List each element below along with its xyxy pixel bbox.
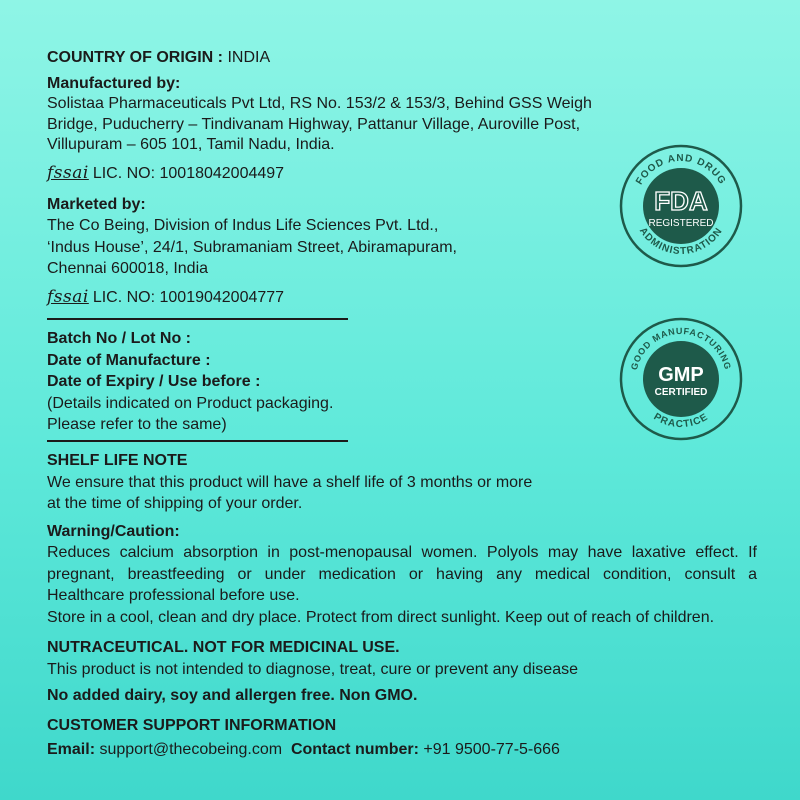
manufacturer-license-number: LIC. NO: 10018042004497 <box>92 165 285 182</box>
manufacturer-line: Bridge, Puducherry – Tindivanam Highway, Pattanur Village, Auroville Post, <box>47 116 581 133</box>
warning-line: pregnant, breastfeeding or under medication or having any medical condition, consult a <box>47 566 757 583</box>
warning-heading: Warning/Caution: <box>47 523 180 540</box>
marketer-license-number: LIC. NO: 10019042004777 <box>92 289 285 306</box>
fda-badge-sub: REGISTERED <box>648 218 714 229</box>
manufacturer-heading: Manufactured by: <box>47 75 181 92</box>
fda-badge-main: FDA <box>654 186 708 216</box>
support-contacts <box>47 739 560 761</box>
shelf-life-line: at the time of shipping of your order. <box>47 495 303 512</box>
warning-line: Reduces calcium absorption in post-menopausal women. Polyols may have laxative effect. If <box>47 544 757 561</box>
fda-badge-bottom-text: ADMINISTRATION <box>636 225 726 258</box>
marketer-line: ‘Indus House’, 24/1, Subramaniam Street, Abiramapuram, <box>47 239 457 256</box>
support-heading: CUSTOMER SUPPORT INFORMATION <box>47 717 337 734</box>
marketer-license <box>47 287 284 309</box>
divider <box>47 318 348 320</box>
batch-number-label: Batch No / Lot No : <box>47 330 191 347</box>
gmp-badge-top-text: GOOD MANUFACTURING <box>628 325 734 372</box>
fssai-logo-icon: fssai <box>47 287 89 307</box>
country-of-origin-label: COUNTRY OF ORIGIN : <box>47 49 223 66</box>
batch-note: Please refer to the same) <box>47 416 227 433</box>
gmp-badge-sub: CERTIFIED <box>654 387 708 398</box>
marketer-line: Chennai 600018, India <box>47 260 209 277</box>
gmp-badge-main: GMP <box>658 364 704 386</box>
allergen-statement: No added dairy, soy and allergen free. Non GMO. <box>47 687 418 704</box>
email-label: Email: <box>47 741 96 758</box>
expiry-date-label: Date of Expiry / Use before : <box>47 373 261 390</box>
gmp-badge-bottom-text: PRACTICE <box>651 411 711 431</box>
manufacture-date-label: Date of Manufacture : <box>47 352 211 369</box>
warning-line: Healthcare professional before use. <box>47 587 300 604</box>
divider <box>47 440 348 442</box>
nutraceutical-disclaimer: This product is not intended to diagnose, treat, cure or prevent any disease <box>47 661 578 678</box>
shelf-life-line: We ensure that this product will have a shelf life of 3 months or more <box>47 474 533 491</box>
fda-registered-badge <box>619 144 743 268</box>
country-of-origin <box>47 47 270 69</box>
email-link[interactable]: support@thecobeing.com <box>99 741 283 758</box>
country-of-origin-value: INDIA <box>227 49 271 66</box>
nutraceutical-heading: NUTRACEUTICAL. NOT FOR MEDICINAL USE. <box>47 639 400 656</box>
gmp-certified-badge <box>619 317 743 441</box>
manufacturer-license <box>47 163 284 185</box>
fda-badge-top-text: FOOD AND DRUG <box>634 152 728 187</box>
contact-number[interactable]: +91 9500-77-5-666 <box>423 741 560 758</box>
manufacturer-line: Villupuram – 605 101, Tamil Nadu, India. <box>47 136 335 153</box>
fssai-logo-icon: fssai <box>47 163 89 183</box>
manufacturer-line: Solistaa Pharmaceuticals Pvt Ltd, RS No. 153/2 & 153/3, Behind GSS Weigh <box>47 95 592 112</box>
contact-label: Contact number: <box>290 741 419 758</box>
marketer-line: The Co Being, Division of Indus Life Sciences Pvt. Ltd., <box>47 217 439 234</box>
marketer-heading: Marketed by: <box>47 196 146 213</box>
batch-note: (Details indicated on Product packaging. <box>47 395 334 412</box>
shelf-life-heading: SHELF LIFE NOTE <box>47 452 188 469</box>
storage-instructions: Store in a cool, clean and dry place. Protect from direct sunlight. Keep out of reach of children. <box>47 609 715 626</box>
